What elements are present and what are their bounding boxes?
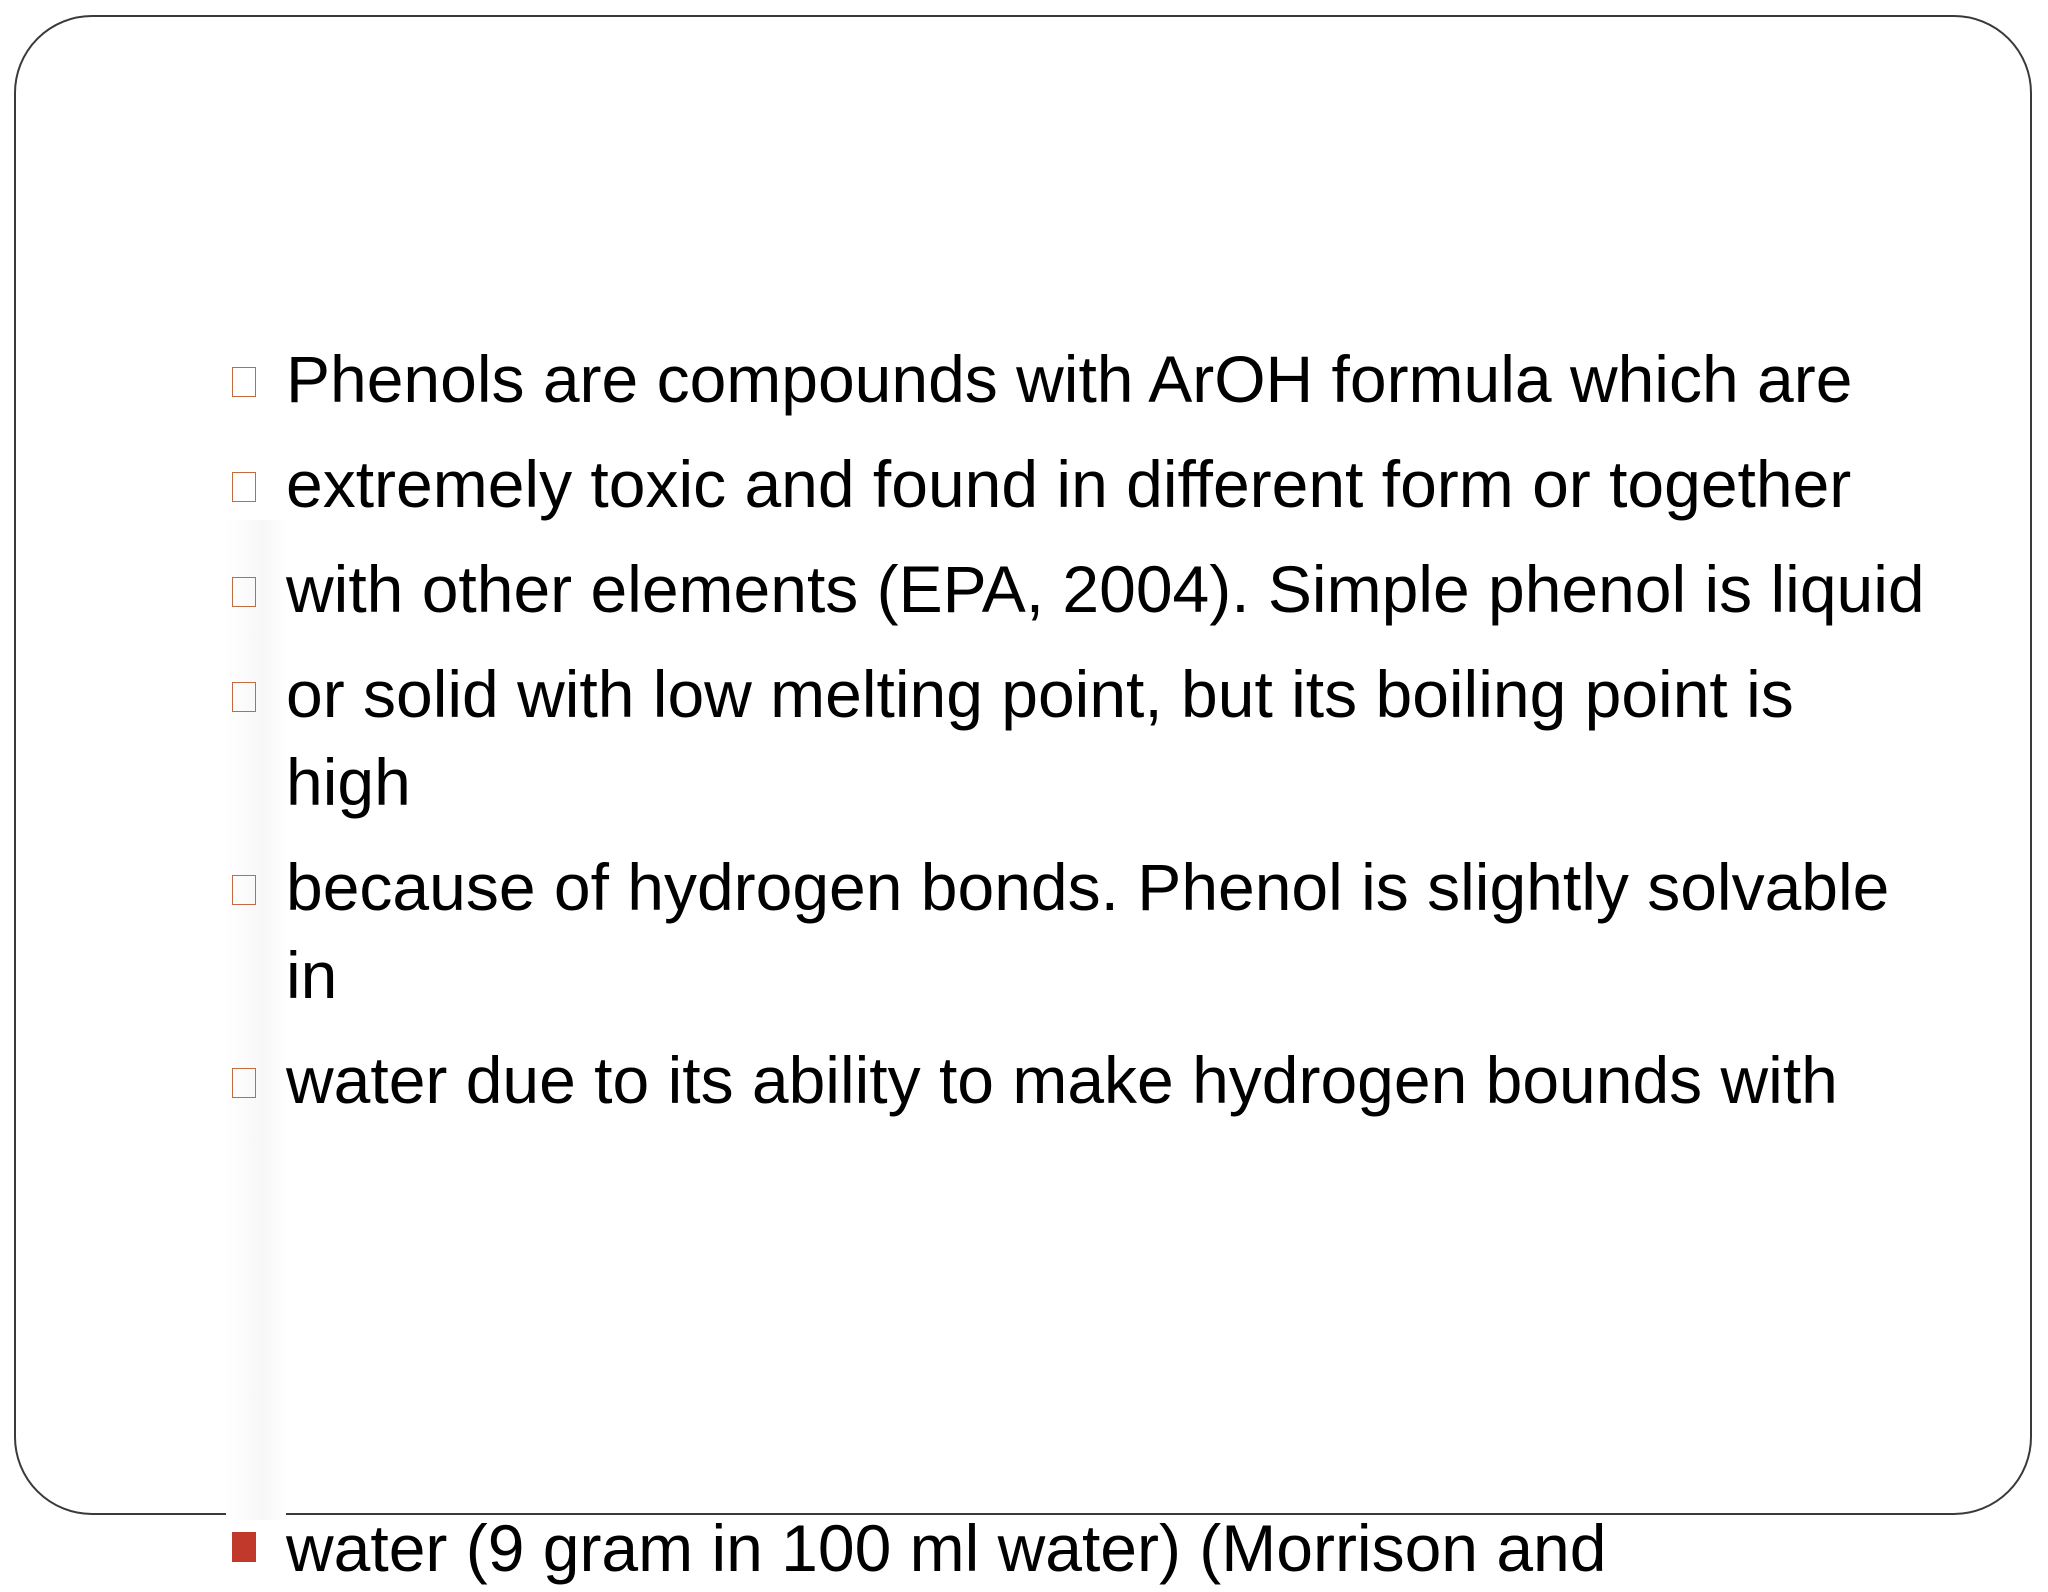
bullet-text: water due to its ability to make hydrogen bounds with xyxy=(286,1043,1838,1117)
bullet-text: or solid with low melting point, but its boiling point is high xyxy=(286,657,1794,819)
bullet-text: because of hydrogen bonds. Phenol is slightly solvable in xyxy=(286,850,1890,1012)
list-item xyxy=(232,1036,1932,1124)
list-item xyxy=(232,335,1932,423)
overflow-bullet xyxy=(232,1504,1606,1592)
bullet-square-icon xyxy=(232,472,256,502)
list-item xyxy=(232,545,1932,633)
bullet-square-icon xyxy=(232,577,256,607)
bullet-list xyxy=(232,335,1932,1141)
bullet-square-icon xyxy=(232,682,256,712)
list-item xyxy=(232,440,1932,528)
list-item xyxy=(232,843,1932,1019)
overflow-bullet-text: water (9 gram in 100 ml water) (Morrison and xyxy=(286,1511,1607,1585)
bullet-square-icon xyxy=(232,367,256,397)
bullet-square-icon xyxy=(232,875,256,905)
bullet-text: Phenols are compounds with ArOH formula which are xyxy=(286,342,1853,416)
bullet-square-icon xyxy=(232,1068,256,1098)
bullet-square-icon xyxy=(232,1532,256,1562)
bullet-text: extremely toxic and found in different form or together xyxy=(286,447,1852,521)
bullet-text: with other elements (EPA, 2004). Simple phenol is liquid xyxy=(286,552,1925,626)
list-item xyxy=(232,650,1932,826)
